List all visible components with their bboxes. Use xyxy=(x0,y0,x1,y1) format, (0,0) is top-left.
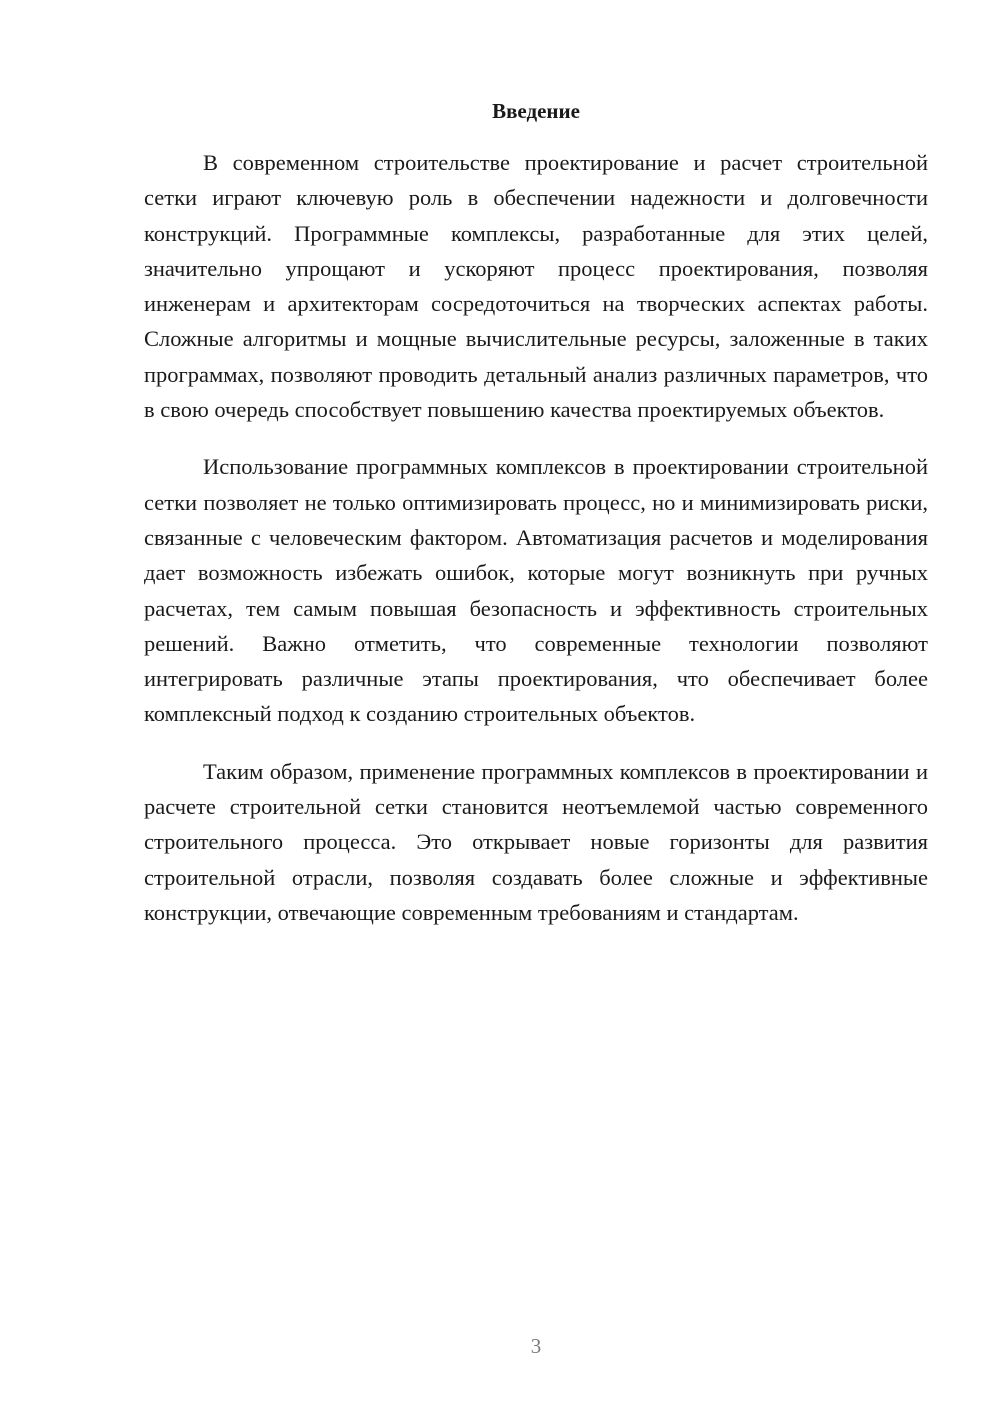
page-title: Введение xyxy=(492,99,580,123)
paragraph-2: Использование программных комплексов в проектировании строительной сетки позволяет не только оптимизировать процесс, но и минимизировать риски, связанные с человеческим фактором. Автоматизация расчетов и моделирования дает возможность избежать ошибок, которые могут возникнуть при ручных расчетах, тем самым повышая безопасность и эффективность строительных решений. Важно отметить, что современные технологии позволяют интегрировать различные этапы проектирования, что обеспечивает более комплексный подход к созданию строительных объектов. xyxy=(144,454,928,727)
paragraph-3: Таким образом, применение программных комплексов в проектировании и расчете строительной сетки становится неотъемлемой частью современного строительного процесса. Это открывает новые горизонты для развития строительной отрасли, позволяя создавать более сложные и эффективные конструкции, отвечающие современным требованиям и стандартам. xyxy=(144,758,928,925)
document-body xyxy=(144,145,928,952)
page-number: 3 xyxy=(530,1334,542,1358)
paragraph-1: В современном строительстве проектирование и расчет строительной сетки играют ключевую роль в обеспечении надежности и долговечности конструкций. Программные комплексы, разработанные для этих целей, значительно упрощают и ускоряют процесс проектирования, позволяя инженерам и архитекторам сосредоточиться на творческих аспектах работы. Сложные алгоритмы и мощные вычислительные ресурсы, заложенные в таких программах, позволяют проводить детальный анализ различных параметров, что в свою очередь способствует повышению качества проектируемых объектов. xyxy=(144,150,928,423)
